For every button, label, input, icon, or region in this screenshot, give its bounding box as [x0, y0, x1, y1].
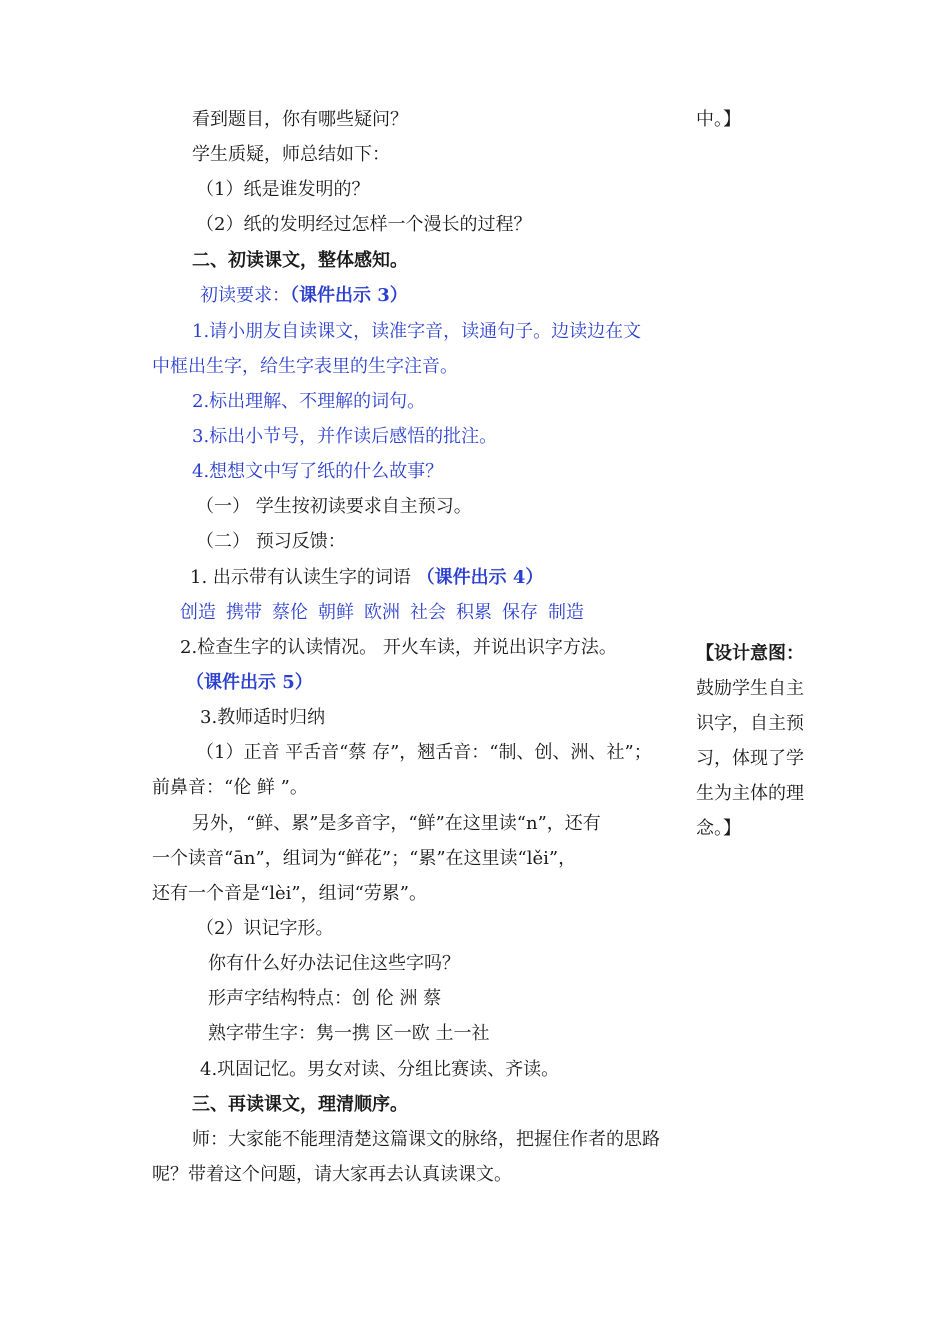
familiar-characters: 熟字带生字：隽一携 区一欧 土一社 [208, 1023, 490, 1044]
section-heading-2: 二、初读课文，整体感知。 [192, 250, 408, 271]
step-two: （二） 预习反馈： [196, 531, 346, 552]
vocab-word: 朝鲜 [318, 602, 354, 623]
design-intent-line: 念。】 [696, 818, 741, 839]
polyphone-note-end: 还有一个音是“lèi”，组词“劳累”。 [152, 883, 427, 904]
vocab-word: 蔡伦 [272, 602, 308, 623]
requirement-4: 4.想想文中写了纸的什么故事？ [192, 461, 444, 482]
courseware-cue: （课件出示 3） [290, 285, 408, 306]
vocab-list [180, 601, 584, 625]
memory-question: 你有什么好办法记住这些字吗？ [208, 953, 460, 974]
vocab-word: 携带 [226, 602, 262, 623]
phonetic-structure: 形声字结构特点：创 伦 洲 蔡 [208, 988, 442, 1009]
student-questions-intro: 学生质疑，师总结如下： [192, 144, 390, 165]
requirement-3: 3.标出小节号，并作读后感悟的批注。 [192, 426, 498, 447]
design-intent-line: 生为主体的理 [696, 783, 804, 804]
question-1: （1）纸是谁发明的？ [196, 179, 370, 200]
section-heading-3: 三、再读课文，理清顺序。 [192, 1094, 408, 1115]
vocab-word: 社会 [410, 602, 446, 623]
vocab-word: 欧洲 [364, 602, 400, 623]
vocab-word: 保存 [502, 602, 538, 623]
design-intent-title: 【设计意图： [696, 643, 804, 664]
vocab-word: 积累 [456, 602, 492, 623]
polyphone-note: 另外，“鲜、累”是多音字，“鲜”在这里读“n”，还有 [192, 813, 601, 834]
pronunciation-note-cont: 前鼻音：“伦 鲜 ”。 [152, 777, 308, 798]
reading-requirements [200, 284, 408, 308]
vocab-intro [190, 566, 543, 590]
question-prompt: 看到题目，你有哪些疑问？ [192, 109, 408, 130]
courseware-cue: （课件出示 5） [186, 672, 313, 693]
vocab-word: 制造 [548, 602, 584, 623]
requirement-1: 1.请小朋友自读课文，读准字音，读通句子。边读边在文 [192, 321, 642, 342]
requirements-label: 初读要求： [200, 285, 290, 306]
polyphone-note-cont: 一个读音“ān”，组词为“鲜花”；“累”在这里读“lěi”， [152, 848, 577, 869]
courseware-cue: （课件出示 4） [416, 567, 544, 588]
requirement-2: 2.标出理解、不理解的词句。 [192, 391, 426, 412]
question-2: （2）纸的发明经过怎样一个漫长的过程？ [196, 214, 532, 235]
consolidate-memory: 4.巩固记忆。男女对读、分组比赛读、齐读。 [200, 1059, 560, 1080]
pronunciation-note: （1）正音 平舌音“蔡 存”，翘舌音：“制、创、洲、社”； [196, 742, 652, 763]
design-intent-line: 识字，自主预 [696, 713, 804, 734]
check-reading: 2.检查生字的认读情况。 开火车读，并说出识字方法。 [180, 637, 617, 658]
vocab-intro-text: 1. 出示带有认读生字的词语 [190, 567, 417, 588]
vocab-word: 创造 [180, 602, 216, 623]
design-intent-line: 鼓励学生自主 [696, 678, 804, 699]
design-intent-line: 习，体现了学 [696, 748, 804, 769]
requirement-1-cont: 中框出生字，给生字表里的生字注音。 [152, 356, 458, 377]
glyph-memory: （2）识记字形。 [196, 918, 334, 939]
teacher-summary: 3.教师适时归纳 [200, 707, 326, 728]
step-one: （一） 学生按初读要求自主预习。 [196, 496, 472, 517]
side-note-end: 中。】 [696, 109, 741, 130]
teacher-line-cont: 呢？带着这个问题，请大家再去认真读课文。 [152, 1164, 512, 1185]
teacher-line: 师：大家能不能理清楚这篇课文的脉络，把握住作者的思路 [192, 1129, 660, 1150]
